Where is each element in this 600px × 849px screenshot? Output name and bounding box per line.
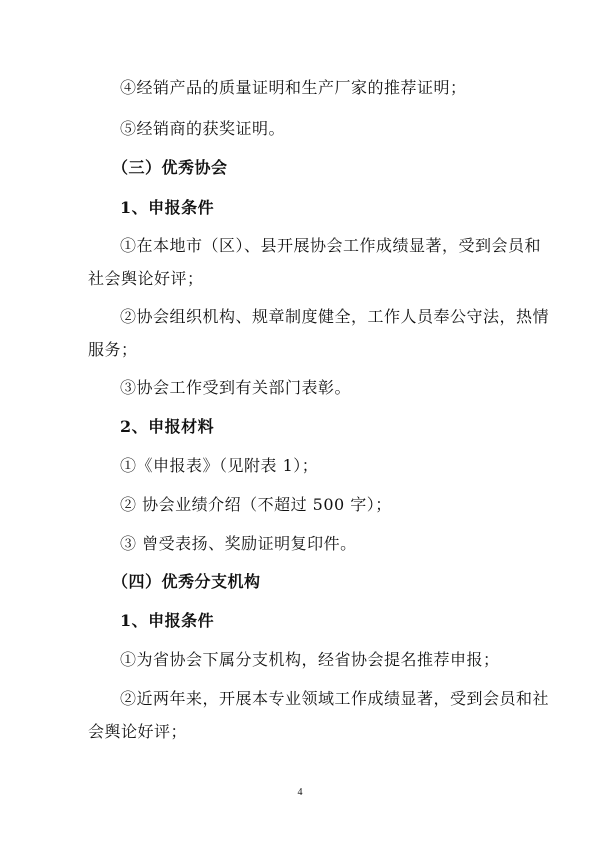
- list-item-5-award-proof: ⑤经销商的获奖证明。: [120, 119, 286, 138]
- section-heading-excellent-branch: （四）优秀分支机构: [112, 572, 261, 591]
- condition-3: ③协会工作受到有关部门表彰。: [120, 378, 352, 397]
- subheading-application-conditions-2: 1、申报条件: [120, 611, 215, 630]
- condition-2-line-2: 服务；: [88, 340, 138, 359]
- branch-condition-1: ①为省协会下属分支机构，经省协会提名推荐申报；: [120, 650, 500, 669]
- branch-condition-2-line-2: 会舆论好评；: [88, 722, 188, 741]
- branch-condition-2-line-1: ②近两年来，开展本专业领域工作成绩显著，受到会员和社: [120, 689, 550, 708]
- material-3: ③ 曾受表扬、奖励证明复印件。: [120, 534, 357, 553]
- section-heading-excellent-association: （三）优秀协会: [112, 158, 228, 177]
- condition-2-line-1: ②协会组织机构、规章制度健全，工作人员奉公守法，热情: [120, 307, 550, 326]
- condition-1-line-2: 社会舆论好评；: [88, 269, 204, 288]
- subheading-application-conditions: 1、申报条件: [120, 198, 215, 217]
- page-number: 4: [297, 787, 303, 798]
- material-2: ② 协会业绩介绍（不超过 500 字）；: [120, 495, 392, 514]
- material-1: ①《申报表》（见附表 1）；: [120, 456, 319, 475]
- list-item-4-product-quality-proof: ④经销产品的质量证明和生产厂家的推荐证明；: [120, 78, 467, 97]
- condition-1-line-1: ①在本地市（区）、县开展协会工作成绩显著，受到会员和: [120, 236, 542, 255]
- subheading-application-materials: 2、申报材料: [120, 417, 215, 436]
